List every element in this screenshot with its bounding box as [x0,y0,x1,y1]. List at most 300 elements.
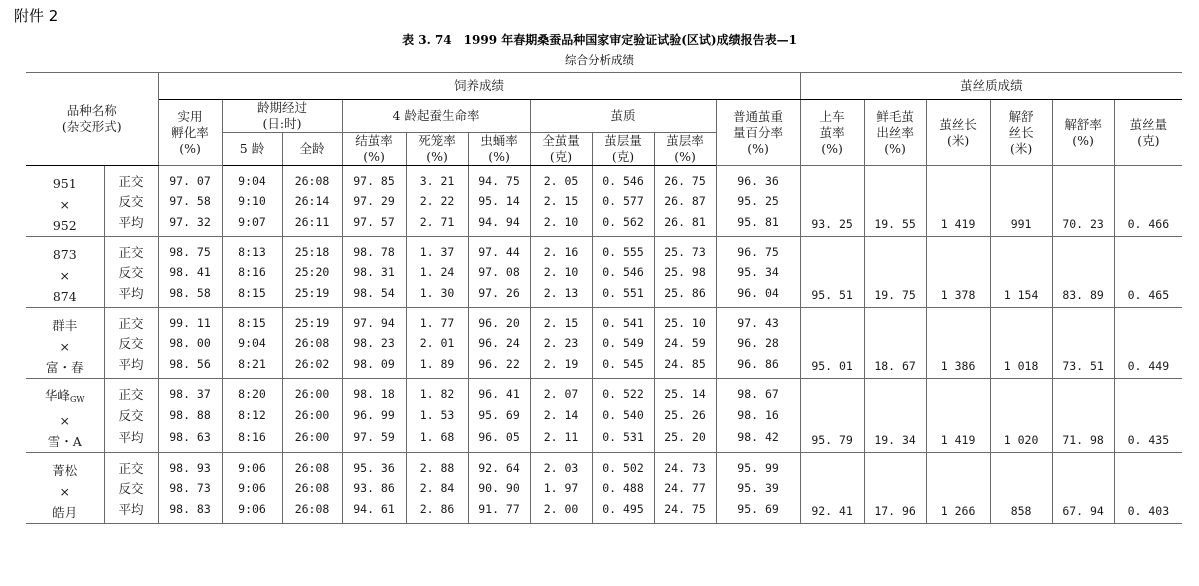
silk-value: 1 419 [926,379,990,453]
header-reelability-l2: (%) [1072,132,1094,148]
header-pupa-rate [468,133,530,166]
rearing-value: 0. 545 [592,354,654,379]
header-unbroken-len-l1: 解舒 [1008,108,1034,124]
silk-value: 93. 25 [800,166,864,237]
rearing-value: 25:20 [282,261,342,283]
header-whole-wt-l1: 全茧量 [542,133,580,148]
rearing-value: 98. 75 [158,237,222,262]
rearing-value: 24. 77 [654,477,716,499]
silk-value: 19. 34 [864,379,926,453]
rearing-value: 97. 59 [342,427,406,453]
variety-line [26,336,104,357]
rearing-value: 98. 18 [342,379,406,405]
variety-text: 雪・A [47,434,82,449]
silk-value: 1 378 [926,237,990,308]
silk-value: 1 266 [926,453,990,524]
rearing-value: 98. 31 [342,261,406,283]
silk-value: 0. 403 [1114,453,1182,524]
rearing-value: 96. 20 [468,308,530,333]
header-hatch-l3: (%) [179,140,201,156]
rearing-value: 0. 502 [592,453,654,478]
variety-line [26,431,104,452]
rearing-value: 0. 546 [592,166,654,191]
silk-value: 67. 94 [1052,453,1114,524]
rearing-value: 99. 11 [158,308,222,333]
rearing-value: 95. 81 [716,212,800,237]
rearing-value: 26:08 [282,499,342,524]
header-pupa-rate-l1: 虫蛹率 [480,133,518,148]
rearing-value: 24. 59 [654,332,716,354]
variety-subscript: GW [69,395,85,404]
rearing-value: 98. 23 [342,332,406,354]
silk-value: 71. 98 [1052,379,1114,453]
header-raw-silk-l2: 出丝率 [876,124,914,140]
rearing-value: 2. 71 [406,212,468,237]
header-reel-rate [800,100,864,166]
rearing-value: 26:08 [282,477,342,499]
variety-text: × [59,338,70,354]
rearing-value: 1. 77 [406,308,468,333]
header-unbroken-len-l2: 丝长 [1008,124,1034,140]
variety-text: × [59,483,70,499]
header-filament-wt-l2: (克) [1137,132,1160,148]
silk-value: 991 [990,166,1052,237]
cross-type: 正交 [104,308,158,333]
rearing-value: 93. 86 [342,477,406,499]
variety-cell [26,166,104,237]
cross-type: 正交 [104,379,158,405]
header-raw-silk-l1: 鲜毛茧 [876,108,914,124]
silk-value: 1 386 [926,308,990,379]
silk-value: 95. 01 [800,308,864,379]
variety-line [26,244,104,265]
silk-value: 1 020 [990,379,1052,453]
rearing-value: 0. 546 [592,261,654,283]
header-reelability-l1: 解舒率 [1064,116,1102,132]
rearing-value: 1. 97 [530,477,592,499]
rearing-value: 98. 78 [342,237,406,262]
silk-value: 17. 96 [864,453,926,524]
rearing-value: 0. 522 [592,379,654,405]
silk-value: 0. 435 [1114,379,1182,453]
rearing-value: 2. 84 [406,477,468,499]
rearing-value: 95. 69 [468,404,530,427]
rearing-value: 8:21 [222,354,282,379]
rearing-value: 95. 69 [716,499,800,524]
variety-cell [26,453,104,524]
rearing-value: 0. 551 [592,283,654,308]
rearing-value: 98. 09 [342,354,406,379]
rearing-value: 98. 58 [158,283,222,308]
rearing-value: 2. 03 [530,453,592,478]
rearing-value: 0. 549 [592,332,654,354]
rearing-value: 1. 24 [406,261,468,283]
rearing-value: 94. 94 [468,212,530,237]
rearing-value: 98. 88 [158,404,222,427]
rearing-value: 25:18 [282,237,342,262]
rearing-value: 0. 495 [592,499,654,524]
rearing-value: 8:12 [222,404,282,427]
rearing-value: 24. 73 [654,453,716,478]
variety-cell [26,237,104,308]
header-raw-silk [864,100,926,166]
variety-line [26,357,104,378]
silk-value: 0. 466 [1114,166,1182,237]
rearing-value: 98. 56 [158,354,222,379]
table-title: 表 3. 74 1999 年春期桑蚕品种国家审定验证试验(区试)成绩报告表—1 [402,33,797,47]
rearing-value: 97. 32 [158,212,222,237]
rearing-value: 98. 83 [158,499,222,524]
header-shell-rate-l2: (%) [674,149,696,164]
rearing-value: 97. 43 [716,308,800,333]
rearing-value: 3. 21 [406,166,468,191]
silk-value: 858 [990,453,1052,524]
cross-type: 平均 [104,499,158,524]
rearing-value: 94. 75 [468,166,530,191]
variety-cell [26,308,104,379]
rearing-value: 96. 75 [716,237,800,262]
rearing-value: 97. 57 [342,212,406,237]
rearing-value: 95. 99 [716,453,800,478]
rearing-value: 98. 67 [716,379,800,405]
rearing-value: 25. 20 [654,427,716,453]
header-variety-line1: 品种名称 [66,103,117,118]
header-variety-line2: (杂交形式) [61,119,122,134]
rearing-value: 95. 34 [716,261,800,283]
rearing-value: 2. 10 [530,261,592,283]
rearing-value: 1. 37 [406,237,468,262]
rearing-value: 2. 14 [530,404,592,427]
rearing-value: 2. 10 [530,212,592,237]
rearing-value: 0. 562 [592,212,654,237]
rearing-value: 25. 73 [654,237,716,262]
rearing-value: 96. 41 [468,379,530,405]
header-unbroken-len [990,100,1052,166]
variety-text: 874 [52,288,77,304]
silk-value: 1 018 [990,308,1052,379]
table-row [26,237,1182,262]
header-reel-rate-l3: (%) [821,140,843,156]
rearing-value: 26:02 [282,354,342,379]
rearing-value: 97. 58 [158,190,222,212]
rearing-value: 96. 28 [716,332,800,354]
rearing-value: 26. 87 [654,190,716,212]
header-normal-pct-l3: (%) [747,140,769,156]
rearing-value: 95. 25 [716,190,800,212]
header-normal-pct [716,100,800,166]
rearing-value: 2. 07 [530,379,592,405]
rearing-value: 0. 540 [592,404,654,427]
header-survival: 4 龄起蚕生命率 [342,100,530,133]
header-raw-silk-l3: (%) [884,140,906,156]
rearing-value: 25. 14 [654,379,716,405]
header-silk-group: 茧丝质成绩 [800,73,1182,100]
rearing-value: 8:16 [222,427,282,453]
header-shell-wt-l1: 茧层量 [604,133,642,148]
header-hatch [158,100,222,166]
rearing-value: 95. 39 [716,477,800,499]
variety-line [26,194,104,215]
rearing-value: 9:06 [222,453,282,478]
header-dead-rate-l2: (%) [426,149,448,164]
rearing-value: 0. 488 [592,477,654,499]
rearing-value: 95. 36 [342,453,406,478]
rearing-value: 96. 86 [716,354,800,379]
rearing-value: 96. 22 [468,354,530,379]
rearing-value: 2. 19 [530,354,592,379]
rearing-value: 2. 11 [530,427,592,453]
rearing-value: 26:00 [282,404,342,427]
variety-line [26,173,104,194]
rearing-value: 2. 01 [406,332,468,354]
rearing-value: 25:19 [282,308,342,333]
silk-value: 18. 67 [864,308,926,379]
rearing-value: 98. 63 [158,427,222,453]
silk-value: 19. 55 [864,166,926,237]
rearing-value: 1. 68 [406,427,468,453]
rearing-value: 9:06 [222,499,282,524]
header-filament-len-l1: 茧丝长 [939,116,977,132]
header-dead-rate-l1: 死笼率 [418,133,456,148]
silk-value: 70. 23 [1052,166,1114,237]
variety-text: × [59,196,70,212]
table-body [26,166,1182,524]
header-filament-wt [1114,100,1182,166]
header-shell-wt [592,133,654,166]
rearing-value: 2. 15 [530,308,592,333]
variety-line [26,215,104,236]
table-row [26,308,1182,333]
variety-line [26,481,104,502]
rearing-value: 95. 14 [468,190,530,212]
header-instar-l1: 龄期经过 [257,100,308,115]
header-rearing-group: 饲养成绩 [158,73,800,100]
rearing-value: 8:15 [222,283,282,308]
table-row [26,379,1182,405]
rearing-value: 98. 42 [716,427,800,453]
cross-type: 正交 [104,166,158,191]
rearing-value: 1. 89 [406,354,468,379]
rearing-value: 26. 81 [654,212,716,237]
rearing-value: 2. 15 [530,190,592,212]
rearing-value: 94. 61 [342,499,406,524]
rearing-value: 25. 98 [654,261,716,283]
attachment-label: 附件 2 [14,7,59,25]
rearing-value: 8:20 [222,379,282,405]
rearing-value: 0. 531 [592,427,654,453]
rearing-value: 26:00 [282,427,342,453]
cross-type: 正交 [104,453,158,478]
header-normal-pct-l2: 量百分率 [733,124,784,140]
rearing-value: 26:08 [282,166,342,191]
table-row [26,453,1182,478]
rearing-value: 97. 85 [342,166,406,191]
variety-line [26,410,104,431]
rearing-value: 25. 86 [654,283,716,308]
rearing-value: 98. 93 [158,453,222,478]
rearing-value: 0. 577 [592,190,654,212]
rearing-value: 26:08 [282,453,342,478]
cross-type: 平均 [104,427,158,453]
variety-line [26,460,104,481]
variety-text: 富・春 [45,359,84,375]
cross-type: 反交 [104,332,158,354]
rearing-value: 97. 29 [342,190,406,212]
cross-type: 正交 [104,237,158,262]
rearing-value: 24. 85 [654,354,716,379]
variety-line [26,385,104,410]
header-hatch-l1: 实用 [177,108,203,124]
rearing-value: 97. 94 [342,308,406,333]
table-row [26,166,1182,191]
rearing-value: 98. 16 [716,404,800,427]
cross-type: 平均 [104,212,158,237]
rearing-value: 98. 54 [342,283,406,308]
rearing-value: 8:16 [222,261,282,283]
variety-text: 951 [52,175,77,191]
silk-value: 73. 51 [1052,308,1114,379]
rearing-value: 1. 82 [406,379,468,405]
header-whole-wt [530,133,592,166]
cross-type: 反交 [104,477,158,499]
header-shell-rate [654,133,716,166]
cross-type: 反交 [104,404,158,427]
rearing-value: 2. 88 [406,453,468,478]
rearing-value: 8:13 [222,237,282,262]
table-subtitle: 综合分析成绩 [565,53,634,67]
silk-value: 92. 41 [800,453,864,524]
rearing-value: 98. 41 [158,261,222,283]
rearing-value: 91. 77 [468,499,530,524]
header-normal-pct-l1: 普通茧重 [733,108,784,124]
header-filament-len [926,100,990,166]
rearing-value: 97. 08 [468,261,530,283]
header-cocoon-rate-l1: 结茧率 [355,133,393,148]
header-cocoon-rate [342,133,406,166]
rearing-value: 9:10 [222,190,282,212]
rearing-value: 96. 04 [716,283,800,308]
rearing-value: 25. 10 [654,308,716,333]
header-variety [26,73,158,166]
rearing-value: 2. 13 [530,283,592,308]
rearing-value: 96. 99 [342,404,406,427]
header-shell-rate-l1: 茧层率 [666,133,704,148]
header-instar [222,100,342,133]
silk-value: 19. 75 [864,237,926,308]
silk-value: 0. 465 [1114,237,1182,308]
variety-text: 873 [52,246,77,262]
rearing-value: 98. 00 [158,332,222,354]
cross-type: 平均 [104,354,158,379]
rearing-value: 26:14 [282,190,342,212]
rearing-value: 24. 75 [654,499,716,524]
rearing-value: 0. 555 [592,237,654,262]
rearing-value: 26. 75 [654,166,716,191]
header-whole-wt-l2: (克) [549,149,573,164]
rearing-value: 98. 37 [158,379,222,405]
header-filament-wt-l1: 茧丝量 [1129,116,1168,132]
header-reelability [1052,100,1114,166]
variety-text: 群丰 [52,317,78,333]
rearing-value: 9:04 [222,332,282,354]
rearing-value: 9:06 [222,477,282,499]
silk-value: 1 154 [990,237,1052,308]
rearing-value: 26:11 [282,212,342,237]
header-pupa-rate-l2: (%) [488,149,510,164]
header-filament-len-l2: (米) [946,132,970,148]
cross-type: 反交 [104,261,158,283]
rearing-value: 8:15 [222,308,282,333]
header-instar-5: 5 龄 [222,133,282,166]
rearing-value: 9:04 [222,166,282,191]
variety-text: 菁松 [52,462,78,478]
variety-text: × [59,267,70,283]
cross-type: 反交 [104,190,158,212]
rearing-value: 2. 16 [530,237,592,262]
variety-cell [26,379,104,453]
rearing-value: 92. 64 [468,453,530,478]
rearing-value: 2. 86 [406,499,468,524]
variety-line [26,502,104,523]
rearing-value: 96. 36 [716,166,800,191]
variety-text: 华峰 [44,388,70,403]
rearing-value: 2. 22 [406,190,468,212]
rearing-value: 90. 90 [468,477,530,499]
rearing-value: 2. 00 [530,499,592,524]
variety-line [26,286,104,307]
header-dead-rate [406,133,468,166]
rearing-value: 1. 53 [406,404,468,427]
header-instar-l2: (日:时) [262,116,302,131]
rearing-value: 2. 23 [530,332,592,354]
silk-value: 0. 449 [1114,308,1182,379]
rearing-value: 96. 05 [468,427,530,453]
variety-line [26,265,104,286]
header-hatch-l2: 孵化率 [171,124,209,140]
rearing-value: 1. 30 [406,283,468,308]
silk-value: 95. 79 [800,379,864,453]
rearing-value: 2. 05 [530,166,592,191]
header-cocoon-quality: 茧质 [530,100,716,133]
rearing-value: 25:19 [282,283,342,308]
silk-value: 95. 51 [800,237,864,308]
header-instar-all: 全龄 [282,133,342,166]
rearing-value: 26:00 [282,379,342,405]
rearing-value: 97. 26 [468,283,530,308]
header-shell-wt-l2: (克) [611,149,635,164]
rearing-value: 96. 24 [468,332,530,354]
header-unbroken-len-l3: (米) [1009,140,1033,156]
header-reel-rate-l2: 茧率 [819,124,845,140]
variety-text: 952 [52,217,77,233]
variety-text: 皓月 [52,504,78,520]
variety-text: × [59,413,70,428]
rearing-value: 0. 541 [592,308,654,333]
silk-value: 1 419 [926,166,990,237]
variety-line [26,315,104,336]
rearing-value: 25. 26 [654,404,716,427]
rearing-value: 97. 44 [468,237,530,262]
silk-value: 83. 89 [1052,237,1114,308]
rearing-value: 9:07 [222,212,282,237]
results-table [26,72,1182,524]
rearing-value: 97. 07 [158,166,222,191]
rearing-value: 26:08 [282,332,342,354]
header-cocoon-rate-l2: (%) [363,149,385,164]
header-reel-rate-l1: 上车 [819,108,845,124]
cross-type: 平均 [104,283,158,308]
rearing-value: 98. 73 [158,477,222,499]
